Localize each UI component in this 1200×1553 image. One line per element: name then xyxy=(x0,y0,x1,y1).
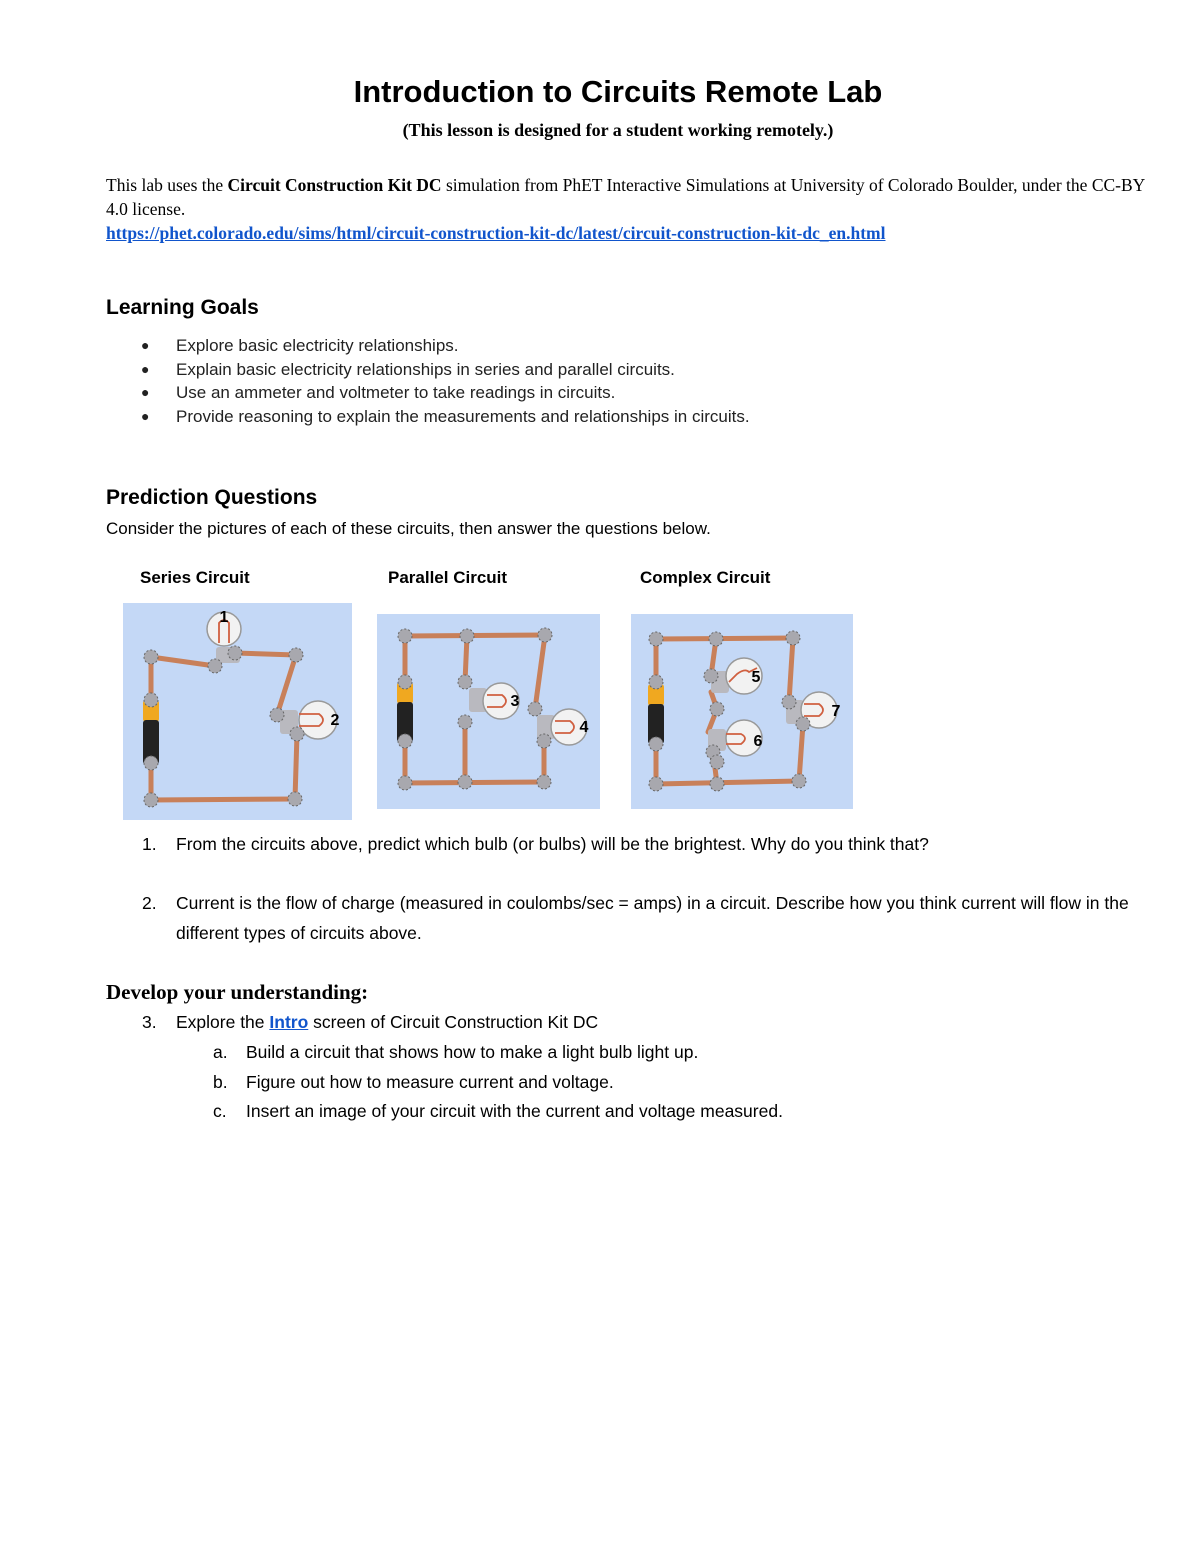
prediction-instruction: Consider the pictures of each of these circuits, then answer the questions below. xyxy=(106,519,711,538)
svg-text:7: 7 xyxy=(831,703,841,720)
complex-circuit-figure xyxy=(631,614,853,809)
list-item: ● Use an ammeter and voltmeter to take readings in circuits. xyxy=(140,381,1040,405)
complex-circuit-caption: Complex Circuit xyxy=(640,568,771,587)
wires xyxy=(656,638,803,784)
question-2 xyxy=(142,888,1141,948)
question-suffix: screen of Circuit Construction Kit DC xyxy=(308,1012,599,1032)
question-prefix: Explore the xyxy=(176,1012,270,1032)
parallel-circuit-caption: Parallel Circuit xyxy=(388,568,508,587)
question-number: 1. xyxy=(142,834,157,854)
series-circuit-diagram xyxy=(123,603,352,820)
battery xyxy=(397,682,413,742)
bulb-5 xyxy=(711,658,762,694)
list-item: ● Explain basic electricity relationships in series and parallel circuits. xyxy=(140,358,1040,382)
intro-prefix: This lab uses the xyxy=(106,175,228,195)
question-text: From the circuits above, predict which bulb (or bulbs) will be the brightest. Why do you think that? xyxy=(176,834,929,854)
svg-text:3: 3 xyxy=(510,693,520,710)
bullet-icon: ● xyxy=(141,384,150,400)
bulb-2 xyxy=(280,701,340,739)
subitem-c xyxy=(213,1096,1136,1126)
bullet-icon: ● xyxy=(141,360,150,377)
parallel-circuit-diagram xyxy=(377,614,600,809)
bulb-3 xyxy=(469,683,520,719)
battery xyxy=(143,700,159,764)
page-subtitle: (This lesson is designed for a student working remotely.) xyxy=(402,120,834,140)
learning-goals-heading: Learning Goals xyxy=(106,296,259,319)
subitem-b xyxy=(213,1067,1136,1097)
series-circuit-figure xyxy=(123,603,352,820)
subitem-label: a. xyxy=(213,1042,228,1062)
question-number: 2. xyxy=(142,893,157,913)
subitem-text: Build a circuit that shows how to make a light bulb light up. xyxy=(246,1042,699,1062)
subitem-label: b. xyxy=(213,1072,228,1092)
complex-circuit-diagram xyxy=(631,614,853,809)
list-item: ● Explore basic electricity relationships. xyxy=(140,334,1040,358)
develop-heading: Develop your understanding: xyxy=(106,980,369,1004)
subitem-text: Insert an image of your circuit with the current and voltage measured. xyxy=(246,1101,783,1121)
subitem-a xyxy=(213,1037,1136,1067)
question-3 xyxy=(142,1007,1136,1037)
svg-text:6: 6 xyxy=(753,733,763,750)
phet-sim-link[interactable]: https://phet.colorado.edu/sims/html/circuit-construction-kit-dc/latest/circuit-construction-kit-dc_en.html xyxy=(106,223,886,243)
intro-suffix: simulation from PhET Interactive Simulations at University of Colorado Boulder, under the CC-BY 4.0 license. xyxy=(106,175,1145,219)
svg-text:4: 4 xyxy=(579,719,589,736)
wires xyxy=(151,653,297,800)
parallel-circuit-figure xyxy=(377,614,600,809)
svg-text:2: 2 xyxy=(330,712,340,729)
question-1 xyxy=(142,829,1136,859)
list-item: ● Provide reasoning to explain the measurements and relationships in circuits. xyxy=(140,405,1040,429)
bullet-icon: ● xyxy=(141,407,150,424)
subitem-label: c. xyxy=(213,1101,227,1121)
intro-paragraph xyxy=(106,173,1146,245)
learning-goals-list xyxy=(140,334,1040,428)
prediction-questions-heading: Prediction Questions xyxy=(106,486,318,509)
question-number: 3. xyxy=(142,1012,157,1032)
question-text: Current is the flow of charge (measured in coulombs/sec = amps) in a circuit. Describe how you think current will flow in the different types of circuits above. xyxy=(176,893,1129,943)
svg-text:5: 5 xyxy=(751,669,761,686)
intro-screen-link[interactable]: Intro xyxy=(269,1012,309,1032)
subitem-text: Figure out how to measure current and voltage. xyxy=(246,1072,614,1092)
nodes xyxy=(649,631,810,791)
bullet-icon: ● xyxy=(141,337,150,353)
intro-sim-name: Circuit Construction Kit DC xyxy=(227,175,442,195)
battery xyxy=(648,684,664,744)
svg-text:1: 1 xyxy=(219,609,229,626)
series-circuit-caption: Series Circuit xyxy=(140,568,250,587)
page-title: Introduction to Circuits Remote Lab xyxy=(353,74,883,109)
